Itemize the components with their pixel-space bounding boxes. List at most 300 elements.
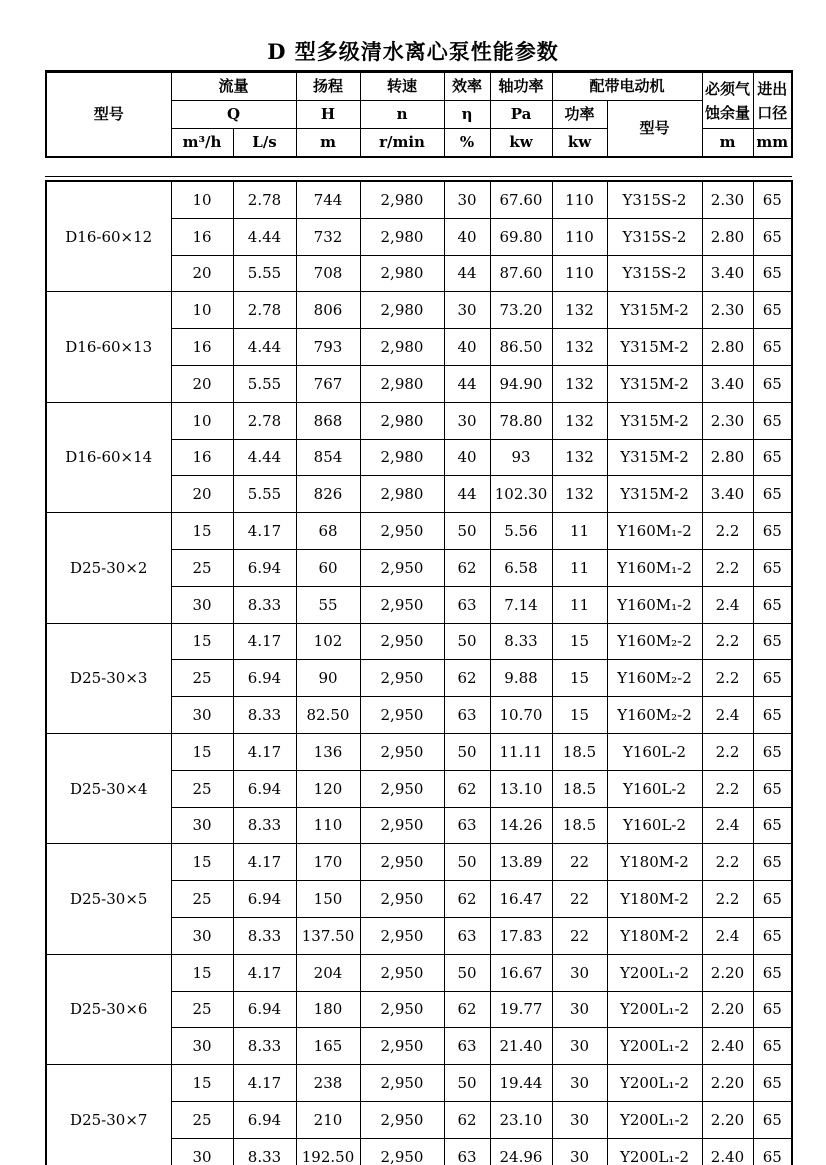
data-cell: 50 <box>444 623 490 660</box>
data-cell: 63 <box>444 807 490 844</box>
data-cell: 5.55 <box>233 476 296 513</box>
data-cell: 15 <box>171 733 233 770</box>
data-cell: 132 <box>552 439 607 476</box>
data-cell: 82.50 <box>296 697 360 734</box>
header-row-1 <box>46 72 792 101</box>
data-cell: 62 <box>444 660 490 697</box>
data-cell: 65 <box>753 329 792 366</box>
data-cell: 65 <box>753 476 792 513</box>
data-cell: 2,980 <box>360 181 444 218</box>
pump-model-cell: D16-60×13 <box>46 292 171 402</box>
data-cell: 136 <box>296 733 360 770</box>
data-cell: 8.33 <box>233 1138 296 1165</box>
data-table-body <box>46 181 792 1165</box>
data-cell: 10 <box>171 292 233 329</box>
data-cell: 8.33 <box>233 807 296 844</box>
data-cell: 50 <box>444 954 490 991</box>
col-header-pump-model: 型号 <box>46 72 171 158</box>
data-cell: 2,980 <box>360 218 444 255</box>
data-cell: Y180M-2 <box>607 917 702 954</box>
data-cell: 132 <box>552 402 607 439</box>
data-cell: 63 <box>444 1138 490 1165</box>
data-cell: 50 <box>444 1065 490 1102</box>
data-cell: 110 <box>296 807 360 844</box>
data-cell: 19.77 <box>490 991 552 1028</box>
data-cell: 2,950 <box>360 1028 444 1065</box>
table-row <box>46 1065 792 1102</box>
data-cell: 65 <box>753 881 792 918</box>
data-cell: 854 <box>296 439 360 476</box>
data-cell: 18.5 <box>552 733 607 770</box>
data-cell: 30 <box>552 1101 607 1138</box>
data-cell: 3.40 <box>702 255 753 292</box>
col-header-motor: 配带电动机 <box>552 72 702 101</box>
unit-speed: r/min <box>360 129 444 158</box>
data-cell: Y315S-2 <box>607 218 702 255</box>
data-cell: 11.11 <box>490 733 552 770</box>
pump-model-cell: D25-30×3 <box>46 623 171 733</box>
data-cell: 15 <box>171 623 233 660</box>
pump-model-cell: D25-30×5 <box>46 844 171 954</box>
data-cell: 2.80 <box>702 329 753 366</box>
data-cell: 238 <box>296 1065 360 1102</box>
data-cell: 9.88 <box>490 660 552 697</box>
data-cell: 5.55 <box>233 365 296 402</box>
data-cell: 15 <box>171 844 233 881</box>
data-cell: 102.30 <box>490 476 552 513</box>
data-cell: 40 <box>444 218 490 255</box>
data-cell: 2.40 <box>702 1028 753 1065</box>
unit-flow-ls: L/s <box>233 129 296 158</box>
data-cell: 15 <box>171 954 233 991</box>
data-cell: Y200L₁-2 <box>607 1101 702 1138</box>
data-cell: 2,950 <box>360 954 444 991</box>
data-cell: 15 <box>171 1065 233 1102</box>
data-cell: 137.50 <box>296 917 360 954</box>
data-cell: 132 <box>552 476 607 513</box>
data-cell: 6.58 <box>490 549 552 586</box>
col-header-npsh-line2: 蚀余量 <box>705 103 751 122</box>
data-cell: 2,980 <box>360 292 444 329</box>
data-cell: 2,950 <box>360 807 444 844</box>
data-cell: Y315S-2 <box>607 255 702 292</box>
data-cell: 63 <box>444 917 490 954</box>
data-cell: 744 <box>296 181 360 218</box>
data-cell: 2.20 <box>702 991 753 1028</box>
col-header-efficiency: 效率 <box>444 72 490 101</box>
data-cell: 22 <box>552 881 607 918</box>
data-cell: 170 <box>296 844 360 881</box>
data-cell: 6.94 <box>233 881 296 918</box>
data-cell: 44 <box>444 255 490 292</box>
data-cell: Y315M-2 <box>607 402 702 439</box>
data-cell: Y200L₁-2 <box>607 954 702 991</box>
data-cell: 65 <box>753 365 792 402</box>
data-cell: 55 <box>296 586 360 623</box>
data-cell: 10 <box>171 181 233 218</box>
data-cell: 2.40 <box>702 1138 753 1165</box>
data-cell: 73.20 <box>490 292 552 329</box>
data-cell: 7.14 <box>490 586 552 623</box>
data-cell: 6.94 <box>233 991 296 1028</box>
data-cell: 30 <box>171 1028 233 1065</box>
data-cell: 2.20 <box>702 1065 753 1102</box>
unit-npsh: m <box>702 129 753 158</box>
data-cell: 180 <box>296 991 360 1028</box>
data-cell: 65 <box>753 255 792 292</box>
data-cell: 2,950 <box>360 1065 444 1102</box>
data-cell: 2,980 <box>360 476 444 513</box>
data-cell: 2.20 <box>702 954 753 991</box>
data-cell: 2.2 <box>702 660 753 697</box>
data-cell: 2.2 <box>702 513 753 550</box>
header-table <box>45 70 793 158</box>
data-cell: Y180M-2 <box>607 881 702 918</box>
data-cell: 16.47 <box>490 881 552 918</box>
data-cell: 30 <box>552 1028 607 1065</box>
data-cell: 62 <box>444 549 490 586</box>
data-cell: Y160M₁-2 <box>607 586 702 623</box>
data-cell: 19.44 <box>490 1065 552 1102</box>
data-cell: 8.33 <box>233 697 296 734</box>
data-cell: 6.94 <box>233 770 296 807</box>
table-row <box>46 954 792 991</box>
data-cell: 2,980 <box>360 365 444 402</box>
data-cell: 2,980 <box>360 255 444 292</box>
table-row <box>46 733 792 770</box>
table-row <box>46 402 792 439</box>
data-cell: Y315M-2 <box>607 292 702 329</box>
data-cell: 65 <box>753 770 792 807</box>
data-cell: 50 <box>444 733 490 770</box>
data-cell: 17.83 <box>490 917 552 954</box>
data-cell: 62 <box>444 991 490 1028</box>
pump-model-cell: D25-30×4 <box>46 733 171 843</box>
table-row <box>46 844 792 881</box>
data-cell: 21.40 <box>490 1028 552 1065</box>
col-header-npsh <box>702 72 753 129</box>
data-cell: 65 <box>753 807 792 844</box>
unit-head: m <box>296 129 360 158</box>
data-cell: 110 <box>552 181 607 218</box>
data-cell: 11 <box>552 513 607 550</box>
data-cell: 44 <box>444 365 490 402</box>
data-cell: 132 <box>552 365 607 402</box>
data-cell: 150 <box>296 881 360 918</box>
col-header-npsh-line1: 必须气 <box>705 79 751 98</box>
data-cell: 62 <box>444 770 490 807</box>
data-cell: 5.55 <box>233 255 296 292</box>
data-cell: Y315M-2 <box>607 329 702 366</box>
data-cell: 94.90 <box>490 365 552 402</box>
col-header-motor-model: 型号 <box>607 101 702 158</box>
data-cell: 14.26 <box>490 807 552 844</box>
data-cell: 2.2 <box>702 881 753 918</box>
data-cell: 30 <box>444 402 490 439</box>
data-cell: 15 <box>552 697 607 734</box>
table-row <box>46 623 792 660</box>
col-header-port-line2: 口径 <box>757 103 788 122</box>
pump-model-cell: D25-30×2 <box>46 513 171 623</box>
data-cell: 25 <box>171 549 233 586</box>
data-cell: 132 <box>552 329 607 366</box>
data-cell: 50 <box>444 513 490 550</box>
data-cell: 65 <box>753 218 792 255</box>
data-cell: 15 <box>552 623 607 660</box>
data-cell: 86.50 <box>490 329 552 366</box>
table-row <box>46 181 792 218</box>
data-cell: 2.2 <box>702 770 753 807</box>
data-cell: 23.10 <box>490 1101 552 1138</box>
symbol-shaft-power: Pa <box>490 101 552 129</box>
data-cell: 2,950 <box>360 586 444 623</box>
data-cell: 2,950 <box>360 660 444 697</box>
data-cell: 826 <box>296 476 360 513</box>
data-cell: 15 <box>171 513 233 550</box>
data-cell: Y160M₁-2 <box>607 549 702 586</box>
data-cell: 65 <box>753 697 792 734</box>
data-cell: 30 <box>171 586 233 623</box>
data-cell: Y160M₂-2 <box>607 660 702 697</box>
data-cell: 63 <box>444 1028 490 1065</box>
data-cell: 11 <box>552 586 607 623</box>
data-cell: 2.2 <box>702 733 753 770</box>
data-cell: 69.80 <box>490 218 552 255</box>
data-cell: 18.5 <box>552 770 607 807</box>
data-cell: 16 <box>171 439 233 476</box>
data-cell: 2.4 <box>702 807 753 844</box>
data-cell: 90 <box>296 660 360 697</box>
data-cell: 4.17 <box>233 954 296 991</box>
data-cell: 87.60 <box>490 255 552 292</box>
data-cell: 102 <box>296 623 360 660</box>
data-cell: 16 <box>171 329 233 366</box>
data-cell: 2.4 <box>702 917 753 954</box>
data-cell: 30 <box>552 1138 607 1165</box>
data-cell: 8.33 <box>233 1028 296 1065</box>
data-cell: 65 <box>753 660 792 697</box>
pump-model-cell: D16-60×14 <box>46 402 171 512</box>
data-cell: 65 <box>753 586 792 623</box>
data-cell: 2.78 <box>233 181 296 218</box>
data-cell: 20 <box>171 365 233 402</box>
data-cell: 2,950 <box>360 770 444 807</box>
data-cell: 22 <box>552 844 607 881</box>
data-cell: 20 <box>171 476 233 513</box>
data-cell: 65 <box>753 1028 792 1065</box>
data-cell: 793 <box>296 329 360 366</box>
data-cell: Y160M₁-2 <box>607 513 702 550</box>
data-cell: 25 <box>171 770 233 807</box>
data-cell: 165 <box>296 1028 360 1065</box>
data-cell: 6.94 <box>233 549 296 586</box>
data-cell: 30 <box>552 991 607 1028</box>
data-cell: 40 <box>444 439 490 476</box>
data-cell: 22 <box>552 917 607 954</box>
data-cell: 63 <box>444 697 490 734</box>
data-cell: 16 <box>171 218 233 255</box>
data-cell: 2.30 <box>702 292 753 329</box>
data-cell: Y315M-2 <box>607 439 702 476</box>
data-cell: 30 <box>171 807 233 844</box>
data-cell: 13.10 <box>490 770 552 807</box>
data-cell: 2,980 <box>360 329 444 366</box>
data-cell: 2.2 <box>702 623 753 660</box>
data-cell: 132 <box>552 292 607 329</box>
data-cell: 2.20 <box>702 1101 753 1138</box>
data-cell: 110 <box>552 218 607 255</box>
pump-model-cell: D25-30×7 <box>46 1065 171 1165</box>
data-cell: 65 <box>753 733 792 770</box>
data-cell: 2,950 <box>360 844 444 881</box>
data-cell: 30 <box>552 1065 607 1102</box>
data-cell: 6.94 <box>233 1101 296 1138</box>
data-cell: 708 <box>296 255 360 292</box>
symbol-head: H <box>296 101 360 129</box>
pump-model-cell: D25-30×6 <box>46 954 171 1064</box>
data-cell: 10.70 <box>490 697 552 734</box>
symbol-efficiency: η <box>444 101 490 129</box>
data-cell: Y180M-2 <box>607 844 702 881</box>
data-cell: 11 <box>552 549 607 586</box>
data-cell: 2.2 <box>702 549 753 586</box>
data-cell: 65 <box>753 1138 792 1165</box>
data-cell: 25 <box>171 881 233 918</box>
data-cell: 25 <box>171 1101 233 1138</box>
data-cell: 65 <box>753 181 792 218</box>
data-cell: 4.17 <box>233 513 296 550</box>
data-cell: 2,980 <box>360 402 444 439</box>
data-cell: 13.89 <box>490 844 552 881</box>
data-cell: 65 <box>753 292 792 329</box>
data-cell: 30 <box>171 697 233 734</box>
data-cell: 65 <box>753 1065 792 1102</box>
data-cell: 50 <box>444 844 490 881</box>
data-cell: 2.78 <box>233 402 296 439</box>
symbol-speed: n <box>360 101 444 129</box>
data-cell: 8.33 <box>233 917 296 954</box>
col-header-port-line1: 进出 <box>757 79 788 98</box>
data-cell: 8.33 <box>490 623 552 660</box>
data-cell: 732 <box>296 218 360 255</box>
data-cell: 65 <box>753 623 792 660</box>
data-cell: 65 <box>753 844 792 881</box>
data-cell: 2.2 <box>702 844 753 881</box>
data-cell: 2.30 <box>702 402 753 439</box>
pump-model-cell: D16-60×12 <box>46 181 171 292</box>
data-cell: 40 <box>444 329 490 366</box>
data-cell: 3.40 <box>702 365 753 402</box>
data-cell: 4.17 <box>233 623 296 660</box>
data-cell: 210 <box>296 1101 360 1138</box>
data-cell: 24.96 <box>490 1138 552 1165</box>
data-cell: 4.44 <box>233 218 296 255</box>
data-cell: 5.56 <box>490 513 552 550</box>
data-cell: 2.78 <box>233 292 296 329</box>
data-cell: 4.44 <box>233 439 296 476</box>
data-cell: Y200L₁-2 <box>607 1138 702 1165</box>
data-cell: 4.17 <box>233 733 296 770</box>
data-table <box>45 180 793 1165</box>
col-header-head: 扬程 <box>296 72 360 101</box>
data-cell: 2,950 <box>360 733 444 770</box>
data-cell: 4.17 <box>233 844 296 881</box>
col-header-motor-power: 功率 <box>552 101 607 129</box>
data-cell: 68 <box>296 513 360 550</box>
data-cell: 60 <box>296 549 360 586</box>
data-cell: Y160M₂-2 <box>607 697 702 734</box>
data-cell: 2,950 <box>360 513 444 550</box>
data-cell: 10 <box>171 402 233 439</box>
data-cell: 65 <box>753 513 792 550</box>
data-cell: 8.33 <box>233 586 296 623</box>
data-cell: 65 <box>753 991 792 1028</box>
unit-shaft-power: kw <box>490 129 552 158</box>
data-cell: 192.50 <box>296 1138 360 1165</box>
data-cell: 93 <box>490 439 552 476</box>
symbol-flow: Q <box>171 101 296 129</box>
data-cell: 65 <box>753 917 792 954</box>
unit-flow-m3h: m³/h <box>171 129 233 158</box>
data-cell: Y315S-2 <box>607 181 702 218</box>
data-cell: 62 <box>444 881 490 918</box>
unit-efficiency: % <box>444 129 490 158</box>
data-cell: 6.94 <box>233 660 296 697</box>
data-cell: 2.80 <box>702 218 753 255</box>
data-cell: 65 <box>753 439 792 476</box>
data-cell: 63 <box>444 586 490 623</box>
data-cell: 67.60 <box>490 181 552 218</box>
data-cell: 2.30 <box>702 181 753 218</box>
data-cell: 767 <box>296 365 360 402</box>
data-cell: 18.5 <box>552 807 607 844</box>
data-cell: 2,950 <box>360 623 444 660</box>
data-cell: Y200L₁-2 <box>607 1028 702 1065</box>
data-cell: 2.4 <box>702 697 753 734</box>
data-cell: 868 <box>296 402 360 439</box>
data-cell: 806 <box>296 292 360 329</box>
col-header-shaft-power: 轴功率 <box>490 72 552 101</box>
data-cell: 30 <box>171 917 233 954</box>
data-cell: 204 <box>296 954 360 991</box>
data-cell: Y160L-2 <box>607 807 702 844</box>
data-cell: 4.44 <box>233 329 296 366</box>
data-cell: 65 <box>753 1101 792 1138</box>
data-table-wrap <box>45 176 792 1165</box>
data-cell: 30 <box>444 181 490 218</box>
data-cell: 2,950 <box>360 1138 444 1165</box>
data-cell: 110 <box>552 255 607 292</box>
data-cell: 65 <box>753 402 792 439</box>
data-cell: Y160L-2 <box>607 770 702 807</box>
data-cell: Y200L₁-2 <box>607 991 702 1028</box>
data-cell: 16.67 <box>490 954 552 991</box>
data-cell: 4.17 <box>233 1065 296 1102</box>
data-cell: 120 <box>296 770 360 807</box>
data-cell: 2.80 <box>702 439 753 476</box>
data-cell: 30 <box>171 1138 233 1165</box>
data-cell: 2,950 <box>360 917 444 954</box>
data-cell: 3.40 <box>702 476 753 513</box>
data-cell: 25 <box>171 991 233 1028</box>
data-cell: 20 <box>171 255 233 292</box>
data-cell: 62 <box>444 1101 490 1138</box>
data-cell: 2,980 <box>360 439 444 476</box>
unit-port: mm <box>753 129 792 158</box>
page-title: D 型多级清水离心泵性能参数 <box>267 39 559 64</box>
unit-motor-power: kw <box>552 129 607 158</box>
data-cell: Y315M-2 <box>607 365 702 402</box>
